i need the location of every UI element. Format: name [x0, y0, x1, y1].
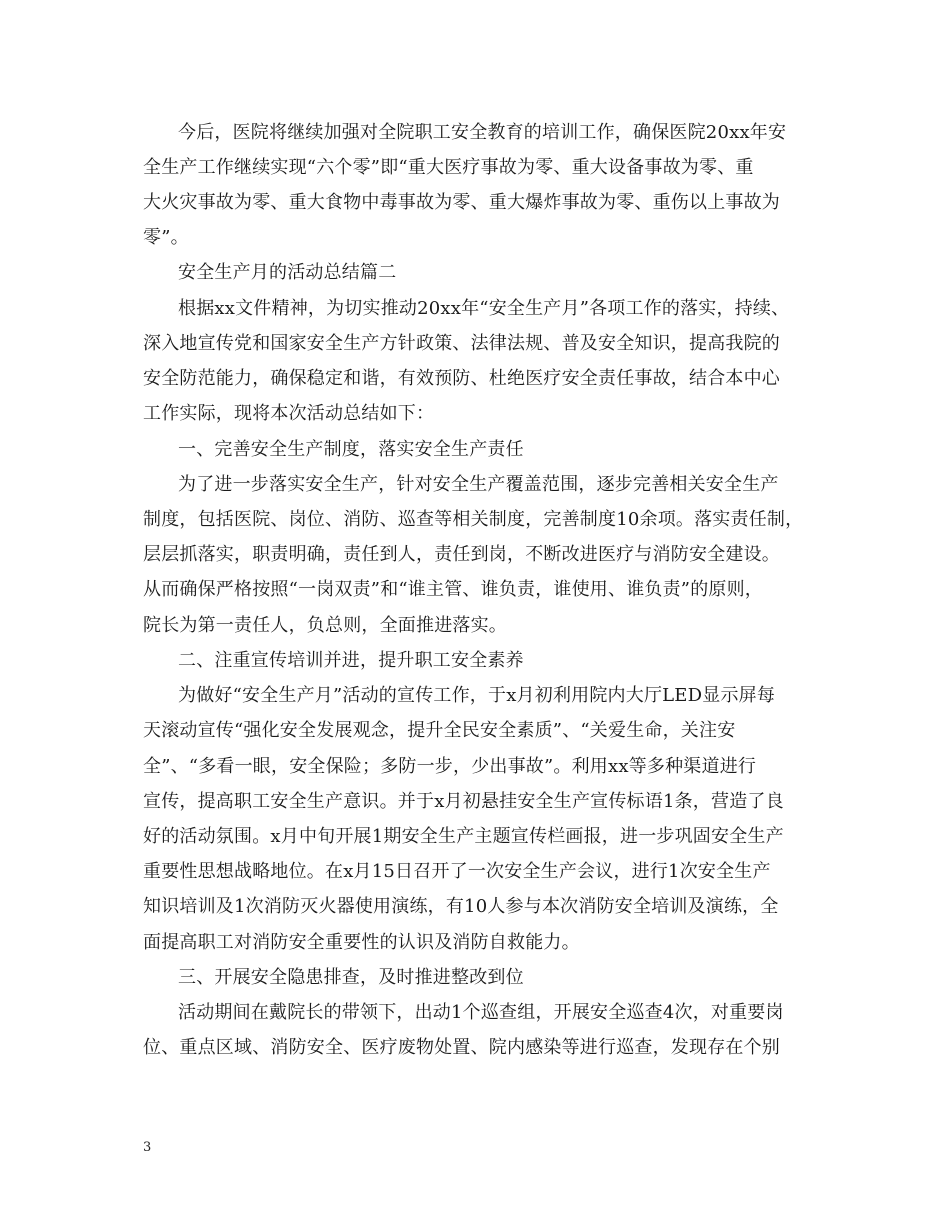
section-heading: 安全生产月的活动总结篇二 [178, 262, 397, 283]
paragraph-line: 今后，医院将继续加强对全院职工安全教育的培训工作，确保医院20xx年安 [178, 122, 787, 143]
paragraph-line: 活动期间在戴院长的带领下，出动1个巡查组，开展安全巡查4次，对重要岗 [178, 1002, 784, 1023]
paragraph-line: 面提高职工对消防安全重要性的认识及消防自救能力。 [143, 932, 580, 953]
paragraph-line: 为了进一步落实安全生产，针对安全生产覆盖范围，逐步完善相关安全生产 [178, 474, 779, 495]
paragraph-line: 深入地宣传党和国家安全生产方针政策、法律法规、普及安全知识，提高我院的 [143, 333, 780, 354]
page-number: 3 [143, 1140, 152, 1155]
paragraph-line: 知识培训及1次消防灭火器使用演练，有10人参与本次消防安全培训及演练，全 [143, 896, 779, 917]
section-heading: 二、注重宣传培训并进，提升职工安全素养 [178, 650, 524, 671]
section-heading: 三、开展安全隐患排查，及时推进整改到位 [178, 967, 524, 988]
paragraph-line: 为做好“安全生产月”活动的宣传工作，于x月初利用院内大厅LED显示屏每 [178, 685, 776, 706]
paragraph-line: 天滚动宣传“强化安全发展观念，提升全民安全素质”、“关爱生命，关注安 [143, 720, 736, 741]
paragraph-line: 从而确保严格按照“一岗双责”和“谁主管、谁负责，谁使用、谁负责”的原则， [143, 579, 764, 600]
paragraph-line: 层层抓落实，职责明确，责任到人，责任到岗，不断改进医疗与消防安全建设。 [143, 544, 780, 565]
paragraph-line: 工作实际，现将本次活动总结如下： [143, 403, 435, 424]
paragraph-line: 制度，包括医院、岗位、消防、巡查等相关制度，完善制度10余项。落实责任制， [143, 509, 804, 530]
paragraph-line: 重要性思想战略地位。在x月15日召开了一次安全生产会议，进行1次安全生产 [143, 861, 771, 882]
paragraph-line: 好的活动氛围。x月中旬开展1期安全生产主题宣传栏画报，进一步巩固安全生产 [143, 826, 784, 847]
paragraph-line: 院长为第一责任人，负总则，全面推进落实。 [143, 615, 507, 636]
paragraph-line: 位、重点区域、消防安全、医疗废物处置、院内感染等进行巡查，发现存在个别 [143, 1037, 780, 1058]
paragraph-line: 大火灾事故为零、重大食物中毒事故为零、重大爆炸事故为零、重伤以上事故为 [143, 192, 780, 213]
section-heading: 一、完善安全生产制度，落实安全生产责任 [178, 439, 524, 460]
paragraph-line: 安全防范能力，确保稳定和谐，有效预防、杜绝医疗安全责任事故，结合本中心 [143, 368, 780, 389]
paragraph-line: 根据xx文件精神，为切实推动20xx年“安全生产月”各项工作的落实，持续、 [178, 298, 790, 319]
paragraph-line: 零”。 [143, 227, 189, 248]
paragraph-line: 全”、“多看一眼，安全保险；多防一步，少出事故”。利用xx等多种渠道进行 [143, 756, 757, 777]
paragraph-line: 宣传，提高职工安全生产意识。并于x月初悬挂安全生产宣传标语1条，营造了良 [143, 791, 784, 812]
paragraph-line: 全生产工作继续实现“六个零”即“重大医疗事故为零、重大设备事故为零、重 [143, 157, 754, 178]
